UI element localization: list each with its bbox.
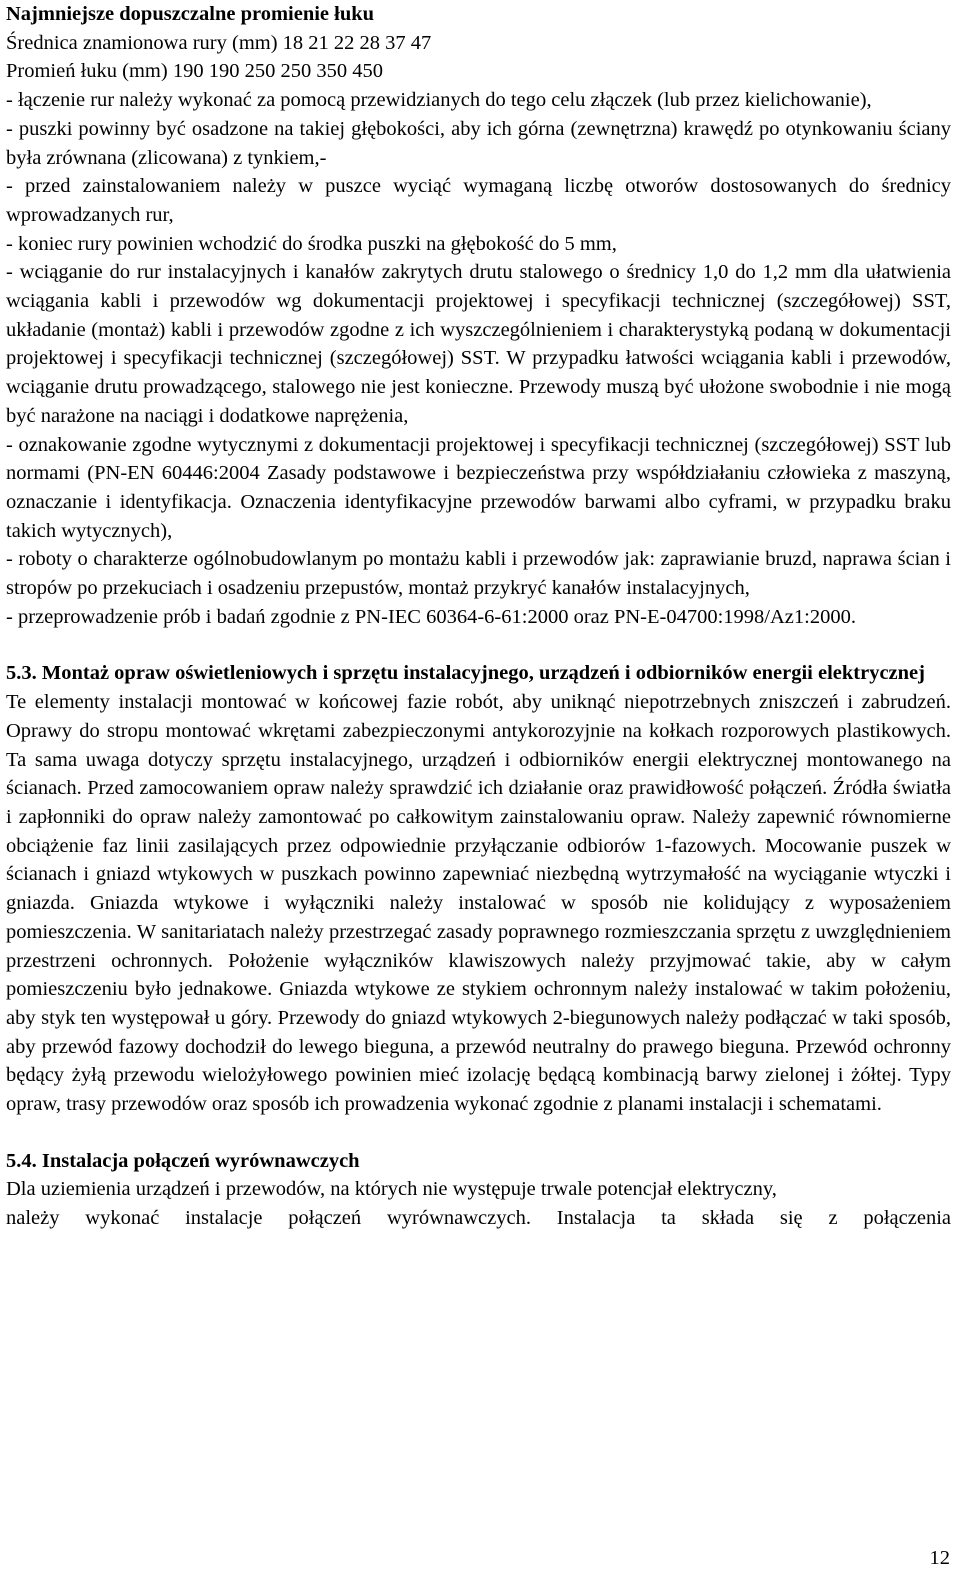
section-body-5-4-line: Dla uziemienia urządzeń i przewodów, na których nie występuje trwale potencjał elektryczny,: [6, 1178, 777, 1201]
table-row-diameter: Średnica znamionowa rury (mm) 18 21 22 28 37 47: [6, 31, 432, 54]
list-item: - przed zainstalowaniem należy w puszce wyciąć wymaganą liczbę otworów dostosowanych do średnicy wprowadzanych rur,: [6, 175, 951, 226]
list-item: - łączenie rur należy wykonać za pomocą przewidzianych do tego celu złączek (lub przez kielichowanie),: [6, 89, 872, 112]
section-body-5-3: Te elementy instalacji montować w końcowej fazie robót, aby uniknąć niepotrzebnych zniszczeń i zabrudzeń. Oprawy do stropu montować wkrętami zabezpieczonymi antykorozyjnie na kołkach rozporowych plastikowych. Ta sama uwaga dotyczy sprzętu instalacyjnego, urządzeń i odbiorników energii elektrycznej montowanego na ścianach. Przed zamocowaniem opraw należy sprawdzić ich działanie oraz prawidłowość połączeń. Źródła światła i zapłonniki do opraw należy zamontować po całkowitym zainstalowaniu opraw. Należy zapewnić równomierne obciążenie faz linii zasilających przez odpowiednie przyłączanie odbiorów 1-fazowych. Mocowanie puszek w ścianach i gniazd wtykowych w puszkach powinno zapewniać niezbędną wytrzymałość na wyciąganie wtyczki i gniazda. Gniazda wtykowe i wyłączniki należy instalować w sposób nie kolidujący z wyposażeniem pomieszczenia. W sanitariatach należy przestrzegać zasady poprawnego rozmieszczania sprzętu z uwzględnieniem przestrzeni ochronnych. Położenie wyłączników klawiszowych należy przyjmować takie, aby w całym pomieszczeniu było jednakowe. Gniazda wtykowe ze stykiem ochronnym należy instalować w takim położeniu, aby styk ten występował u góry. Przewody do gniazd wtykowych 2-biegunowych należy podłączać w taki sposób, aby przewód fazowy dochodził do lewego bieguna, a przewód neutralny do prawego bieguna. Przewód ochronny będący żyłą przewodu wielożyłowego powinien mieć izolację będącą kombinacją barwy zielonej i żółtej. Typy opraw, trasy przewodów oraz sposób ich prowadzenia wykonać zgodnie z planami instalacji i schematami.: [6, 691, 951, 1116]
table-row-radius: Promień łuku (mm) 190 190 250 250 350 450: [6, 60, 383, 83]
list-item: - oznakowanie zgodne wytycznymi z dokumentacji projektowej i specyfikacji technicznej (szczegółowej) SST lub normami (PN-EN 60446:2004 Zasady podstawowe i bezpieczeństwa przy współdziałaniu człowieka z maszyną, oznaczanie i identyfikacja. Oznaczenia identyfikacyjne przewodów barwami albo cyframi, w przypadku braku takich wytycznych),: [6, 433, 951, 542]
page-number: 12: [929, 1547, 950, 1570]
spacer: [6, 631, 951, 659]
section-heading-5-3: 5.3. Montaż opraw oświetleniowych i sprzętu instalacyjnego, urządzeń i odbiorników energii elektrycznej: [6, 662, 925, 685]
table-title: Najmniejsze dopuszczalne promienie łuku: [6, 3, 375, 25]
spacer: [6, 1119, 951, 1147]
list-item: - roboty o charakterze ogólnobudowlanym po montażu kabli i przewodów jak: zaprawianie bruzd, naprawa ścian i stropów po przekuciach i osadzeniu przepustów, montaż przykryć kanałów instalacyjnych,: [6, 548, 951, 600]
list-item: - koniec rury powinien wchodzić do środka puszki na głębokość do 5 mm,: [6, 232, 617, 255]
list-item: - puszki powinny być osadzone na takiej głębokości, aby ich górna (zewnętrzna) krawędź po otynkowaniu ściany była zrównana (zlicowana) z tynkiem,-: [6, 117, 951, 169]
list-item: - wciąganie do rur instalacyjnych i kanałów zakrytych drutu stalowego o średnicy 1,0 do 1,2 mm dla ułatwienia wciągania kabli i przewodów wg dokumentacji projektowej i specyfikacji technicznej (szczegółowej) SST, układanie (montaż) kabli i przewodów zgodne z ich wyszczególnieniem i charakterystyką podaną w dokumentacji projektowej i specyfikacji technicznej (szczegółowej) SST. W przypadku łatwości wciągania kabli i przewodów, wciąganie drutu prowadzącego, stalowego nie jest konieczne. Przewody muszą być ułożone swobodnie i nie mogą być narażone na naciągi i dodatkowe naprężenia,: [6, 261, 951, 427]
section-body-5-4-line: należy wykonać instalacje połączeń wyrównawczych. Instalacja ta składa się z połączenia: [6, 1207, 951, 1230]
list-item: - przeprowadzenie prób i badań zgodnie z PN-IEC 60364-6-61:2000 oraz PN-E-04700:1998/Az1:2000.: [6, 605, 856, 628]
document-page: [6, 0, 951, 1233]
section-heading-5-4: 5.4. Instalacja połączeń wyrównawczych: [6, 1149, 360, 1172]
